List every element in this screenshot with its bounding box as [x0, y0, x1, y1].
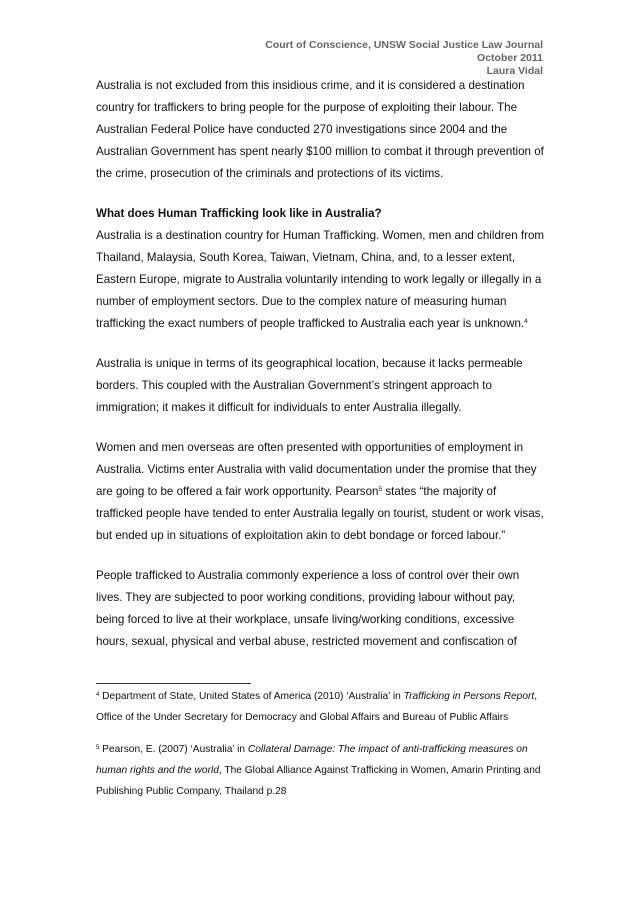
header-journal: Court of Conscience, UNSW Social Justice Law Journal: [265, 39, 543, 51]
footnote-ref-5[interactable]: 5: [378, 486, 383, 493]
body-text: [96, 75, 546, 653]
footnote-4-text-b: , Office of the Under Secretary for Democracy and Global Affairs and Bureau of Public Affairs: [96, 691, 538, 723]
footnote-5-text-a: Pearson, E. (2007) ‘Australia’ in: [99, 744, 248, 755]
paragraph-3: Australia is unique in terms of its geographical location, because it lacks permeable borders. This coupled with the Australian Government’s stringent approach to immigration; it makes it difficult for individuals to enter Australia illegally.: [96, 357, 523, 414]
paragraph-5: People trafficked to Australia commonly experience a loss of control over their own lives. They are subjected to poor working conditions, providing labour without pay, being forced to live at their workplace, unsafe living/working conditions, excessive hours, sexual, physical and verbal abuse, restricted movement and confiscation of: [96, 569, 520, 648]
section-heading: What does Human Trafficking look like in Australia?: [96, 207, 382, 220]
footnote-4-title: Trafficking in Persons Report: [403, 691, 535, 702]
paragraph-4: [96, 437, 546, 547]
footnote-ref-4[interactable]: 4: [524, 318, 528, 325]
paragraph-2: [96, 225, 546, 335]
footnote-5: [96, 739, 546, 802]
running-header: [265, 39, 543, 78]
footnote-5-text-b: , The Global Alliance Against Trafficking in Women, Amarin Printing and Publishing Public Company, Thailand p.28: [96, 765, 541, 797]
footnote-separator: [96, 683, 251, 684]
footnote-5-number: 5: [96, 745, 100, 751]
paragraph-4-text-a: Women and men overseas are often presented with opportunities of employment in Australia. Victims enter Australia with valid documentation under the promise that they are going to be offered a fair work opportunity. Pearson: [96, 441, 537, 498]
footnote-4-text-a: Department of State, United States of America (2010) ‘Australia’ in: [99, 691, 404, 702]
footnote-5-title: Collateral Damage: The impact of anti-trafficking measures on human rights and the world: [96, 744, 528, 776]
footnote-4: [96, 686, 546, 728]
footnote-4-number: 4: [96, 692, 100, 698]
paragraph-4-text-b: states “the majority of trafficked people have tended to enter Australia legally on tourist, student or work visas, but ended up in situations of exploitation akin to debt bondage or forced labour.”: [96, 485, 544, 542]
header-author: Laura Vidal: [486, 65, 543, 77]
paragraph-2-text: Australia is a destination country for Human Trafficking. Women, men and children from Thailand, Malaysia, South Korea, Taiwan, Vietnam, China, and, to a lesser extent, Eastern Europe, migrate to Australia voluntarily intending to work legally or illegally in a number of employment sectors. Due to the complex nature of measuring human trafficking the exact numbers of people trafficked to Australia each year is unknown.: [96, 229, 545, 330]
header-date: October 2011: [477, 52, 543, 64]
paragraph-1: Australia is not excluded from this insidious crime, and it is considered a destination country for traffickers to bring people for the purpose of exploiting their labour. The Australian Federal Police have conducted 270 investigations since 2004 and the Australian Government has spent nearly $100 million to combat it through prevention of the crime, prosecution of the criminals and protections of its victims.: [96, 79, 544, 180]
footnotes: [96, 686, 546, 813]
